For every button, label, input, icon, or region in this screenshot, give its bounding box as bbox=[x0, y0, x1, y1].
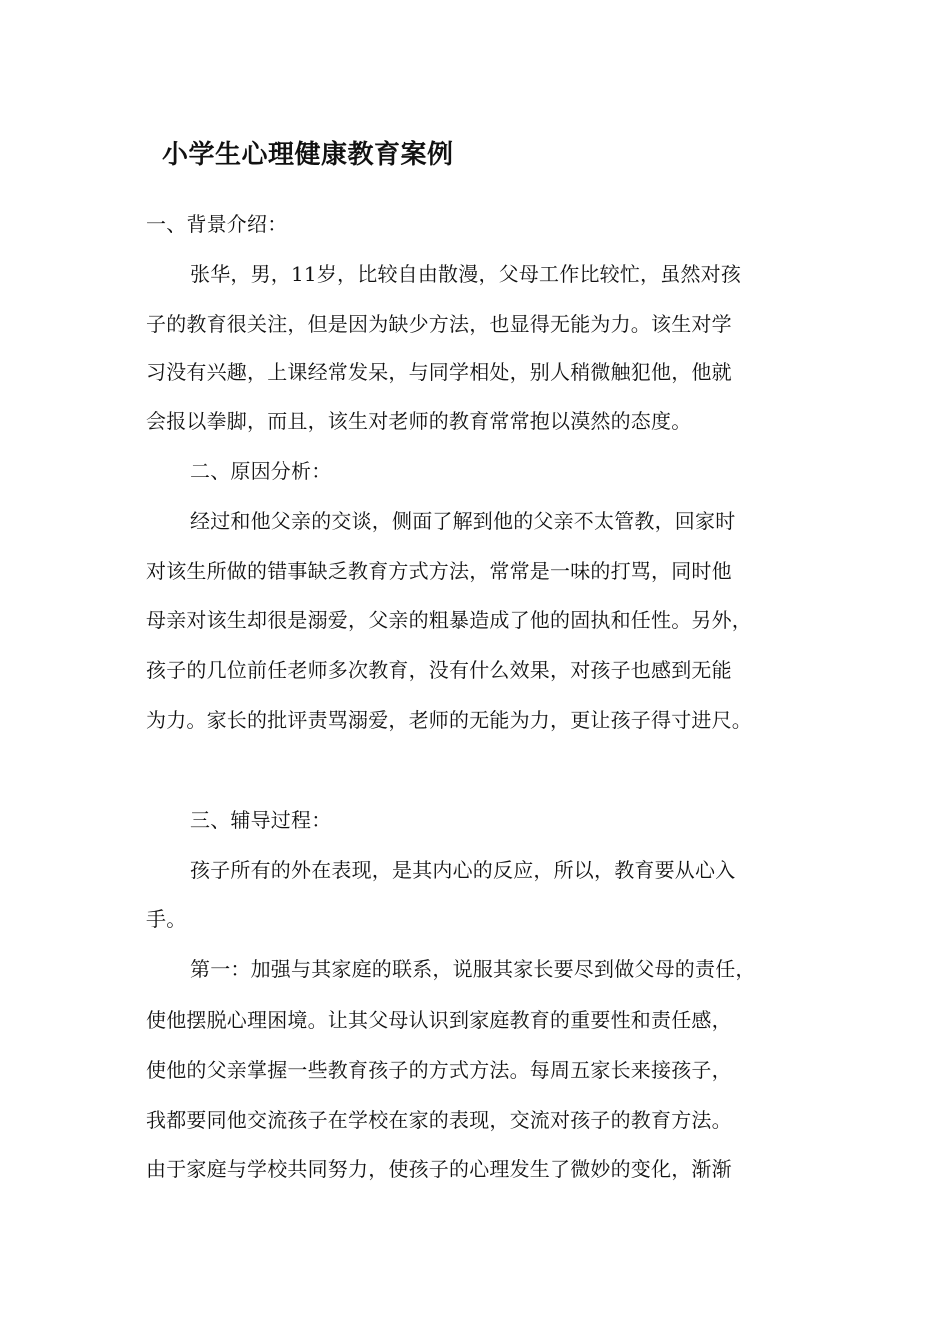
section-heading-process: 三、辅导过程： bbox=[190, 808, 332, 832]
paragraph-line: 孩子的几位前任老师多次教育，没有什么效果，对孩子也感到无能 bbox=[146, 658, 732, 682]
paragraph-line: 对该生所做的错事缺乏教育方式方法，常常是一味的打骂，同时他 bbox=[146, 559, 732, 583]
paragraph-line: 使他摆脱心理困境。让其父母认识到家庭教育的重要性和责任感， bbox=[146, 1008, 732, 1032]
paragraph-line: 子的教育很关注，但是因为缺少方法，也显得无能为力。该生对学 bbox=[146, 312, 732, 336]
paragraph-line: 经过和他父亲的交谈，侧面了解到他的父亲不太管教，回家时 bbox=[190, 509, 736, 533]
paragraph-line: 张华，男，11岁，比较自由散漫，父母工作比较忙，虽然对孩 bbox=[190, 262, 742, 286]
section-heading-analysis: 二、原因分析： bbox=[190, 459, 332, 483]
paragraph-line: 使他的父亲掌握一些教育孩子的方式方法。每周五家长来接孩子， bbox=[146, 1058, 732, 1082]
paragraph-line: 孩子所有的外在表现，是其内心的反应，所以，教育要从心入 bbox=[190, 858, 736, 882]
document-title: 小学生心理健康教育案例 bbox=[162, 140, 454, 170]
paragraph-line: 会报以拳脚，而且，该生对老师的教育常常抱以漠然的态度。 bbox=[146, 409, 692, 433]
paragraph-line: 母亲对该生却很是溺爱，父亲的粗暴造成了他的固执和任性。另外， bbox=[146, 608, 752, 632]
paragraph-line: 手。 bbox=[146, 907, 187, 931]
paragraph-line: 我都要同他交流孩子在学校在家的表现，交流对孩子的教育方法。 bbox=[146, 1108, 732, 1132]
section-heading-background: 一、背景介绍： bbox=[146, 212, 288, 236]
paragraph-line: 第一：加强与其家庭的联系，说服其家长要尽到做父母的责任， bbox=[190, 957, 756, 981]
paragraph-line: 习没有兴趣，上课经常发呆，与同学相处，别人稍微触犯他，他就 bbox=[146, 360, 732, 384]
paragraph-line: 为力。家长的批评责骂溺爱，老师的无能为力，更让孩子得寸进尺。 bbox=[146, 708, 752, 732]
paragraph-line: 由于家庭与学校共同努力，使孩子的心理发生了微妙的变化，渐渐 bbox=[146, 1157, 732, 1181]
